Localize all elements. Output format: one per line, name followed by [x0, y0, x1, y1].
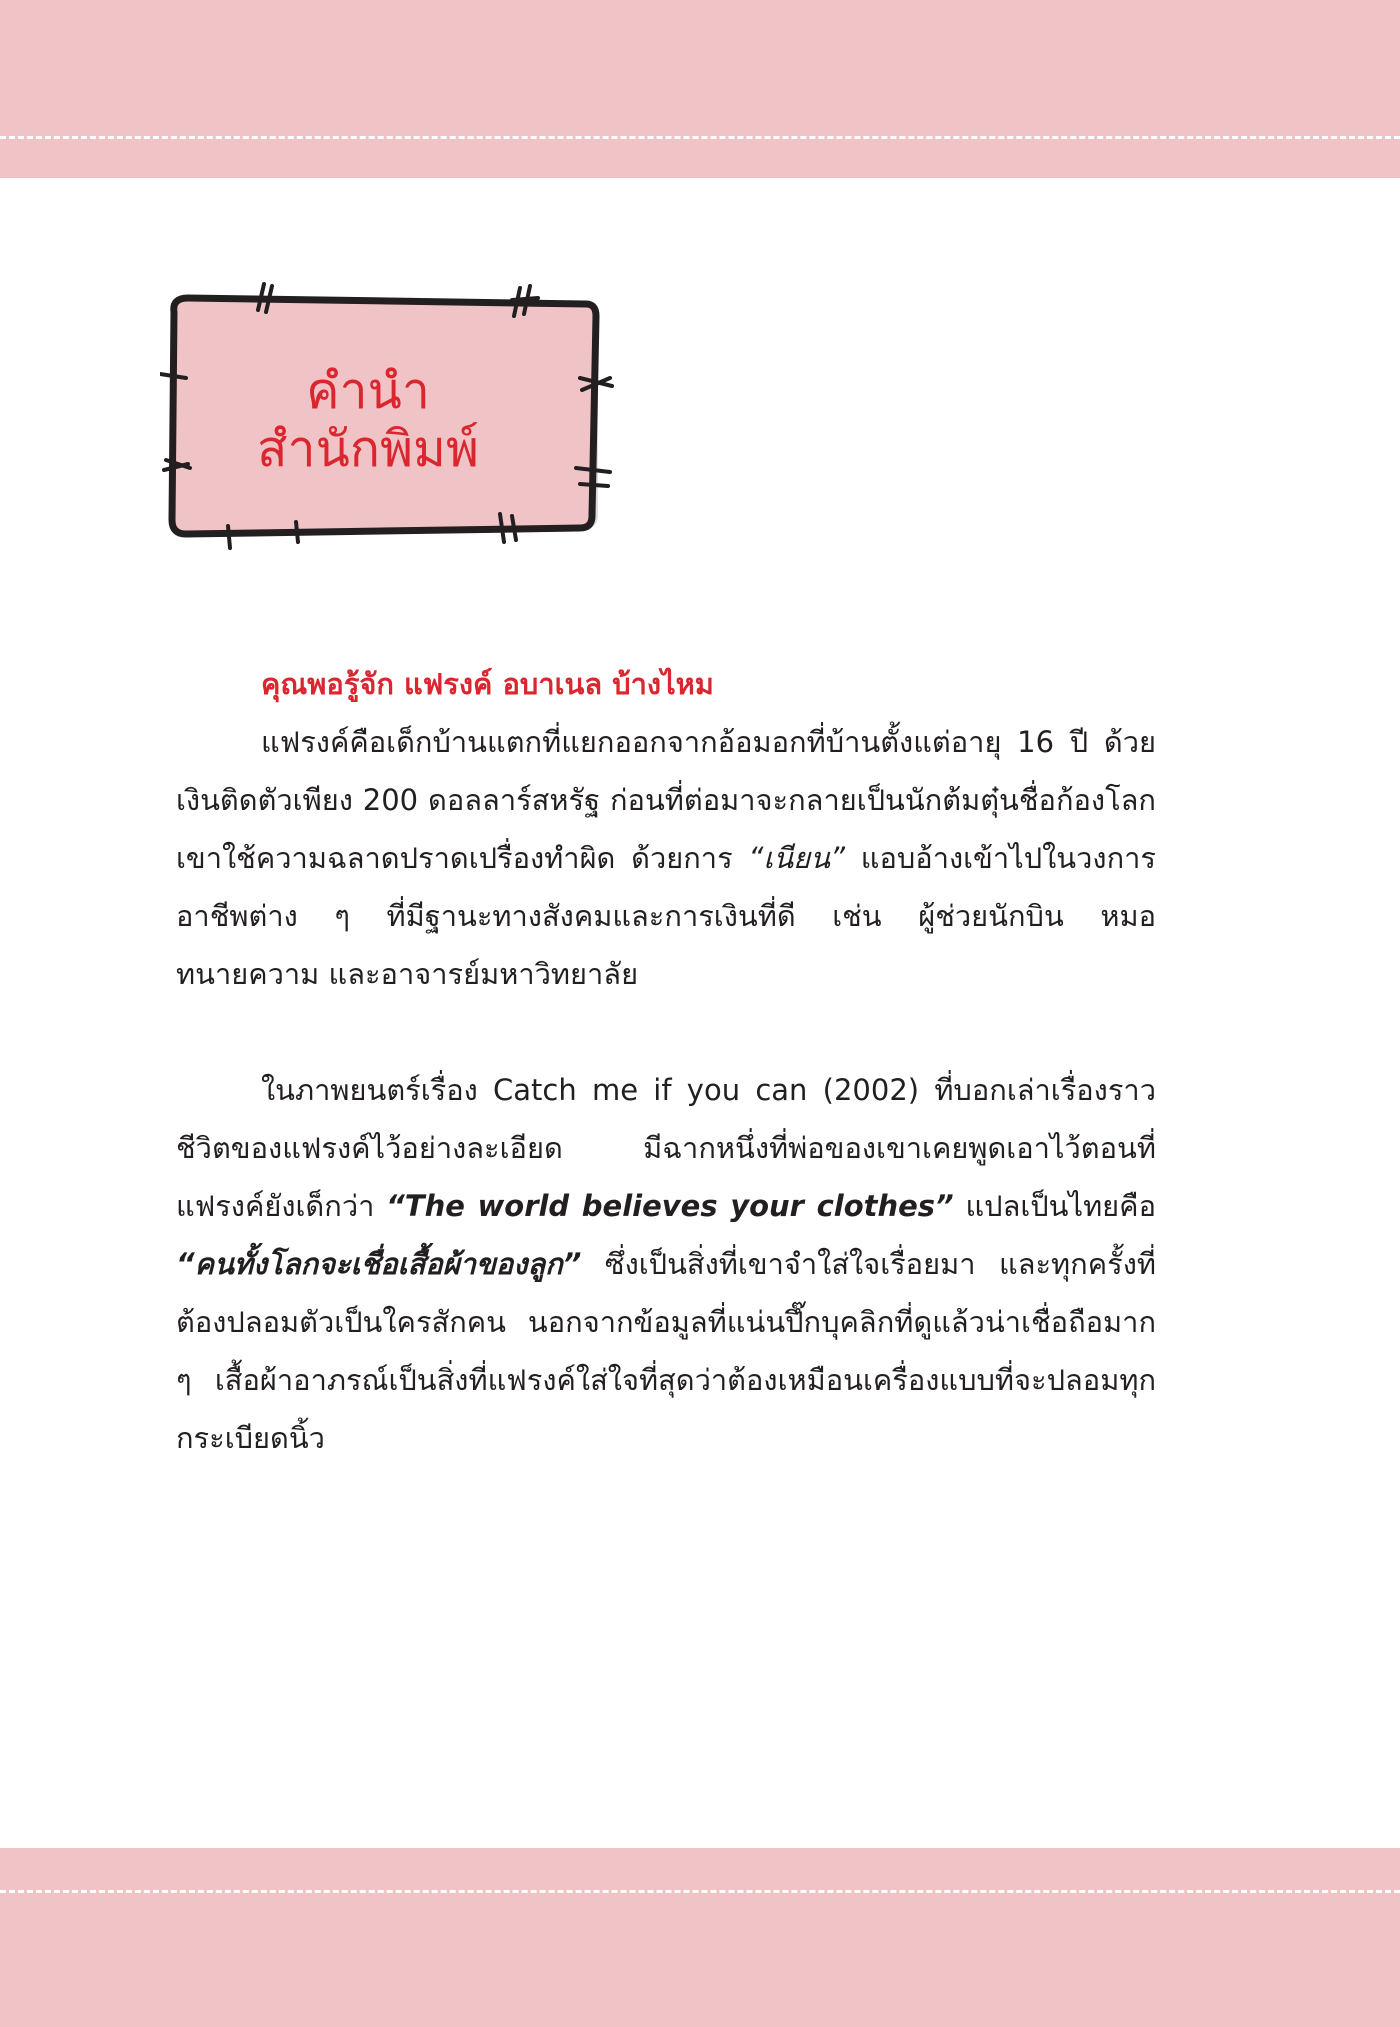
- paragraph-1-tail: แอบอ้างเข้าไปในวงการอาชีพต่าง ๆ ที่มีฐานะทางสังคมและการเงินที่ดี เช่น ผู้ช่วยนักบิน หมอ ทนายความ และอาจารย์มหาวิทยาลัย: [176, 841, 1156, 991]
- paragraph-2-quote-en: “The world believes your clothes”: [386, 1189, 954, 1223]
- paragraph-2-quote-th: “คนทั้งโลกจะเชื่อเสื้อผ้าของลูก”: [176, 1247, 582, 1281]
- paragraph-1-text: แฟรงค์คือเด็กบ้านแตกที่แยกออกจากอ้อมอกที่บ้านตั้งแต่อายุ 16 ปี ด้วยเงินติดตัวเพียง 200 ดอลลาร์สหรัฐ ก่อนที่ต่อมาจะกลายเป็นนักต้มตุ๋นชื่อก้องโลก เขาใช้ความฉลาดปราดเปรื่องทำผิด ด้วยการ: [176, 725, 1156, 875]
- paragraph-2: [176, 1061, 1156, 1467]
- badge-title-line2: สำนักพิมพ์: [257, 420, 479, 478]
- badge-title-line1: คำนำ: [306, 362, 430, 420]
- paragraph-2-text-c: ซึ่งเป็นสิ่งที่เขาจำใส่ใจเรื่อยมา และทุกครั้งที่ต้องปลอมตัวเป็นใครสักคน นอกจากข้อมูลที่แน่นปึ๊กบุคลิกที่ดูแล้วน่าเชื่อถือมาก ๆ เสื้อผ้าอาภรณ์เป็นสิ่งที่แฟรงค์ใส่ใจที่สุดว่าต้องเหมือนเครื่องแบบที่จะปลอมทุกกระเบียดนิ้ว: [176, 1247, 1156, 1455]
- title-badge: [160, 280, 620, 560]
- paragraph-1-quote: “เนียน”: [748, 841, 846, 875]
- paragraph-1: [176, 713, 1156, 1003]
- body-content: [176, 655, 1156, 1467]
- badge-title: [218, 362, 518, 478]
- section-heading: คุณพอรู้จัก แฟรงค์ อบาเนล บ้างไหม: [261, 667, 714, 701]
- footer-band: [0, 1848, 1400, 2027]
- header-dashed-line: [0, 136, 1400, 139]
- footer-dashed-line: [0, 1890, 1400, 1893]
- paragraph-2-text-b: แปลเป็นไทยคือ: [953, 1189, 1156, 1223]
- paragraph-2-text-a: ในภาพยนตร์เรื่อง Catch me if you can (2002) ที่บอกเล่าเรื่องราวชีวิตของแฟรงค์ไว้อย่างละเอียด มีฉากหนึ่งที่พ่อของเขาเคยพูดเอาไว้ตอนที่แฟรงค์ยังเด็กว่า: [176, 1073, 1156, 1223]
- header-band: [0, 0, 1400, 178]
